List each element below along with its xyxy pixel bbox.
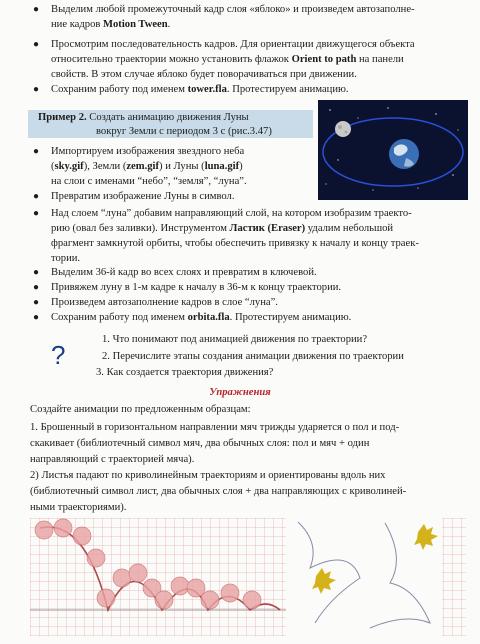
bullet-icon: ● <box>33 4 40 15</box>
step-line: Сохраним работу под именем tower.fla. Протестируем анимацию. <box>51 84 349 95</box>
step-line: тории. <box>51 253 81 264</box>
exercise-line: направляющий с траекторией мяча). <box>30 454 195 465</box>
moon-icon <box>335 121 351 137</box>
question-mark-icon: ? <box>51 340 66 370</box>
step-line: ние кадров Motion Tween. <box>51 19 171 30</box>
step-line: Произведем автозаполнение кадров в слое “луна”. <box>51 297 278 308</box>
step-line: Выделим любой промежуточный кадр слоя «яблоко» и произведем автозаполне- <box>51 4 415 15</box>
exercise-line: скакивает (библиотечный символ мяч, два обычных слоя: пол и мяч + один <box>30 438 370 449</box>
step-line: рию (овал без заливки). Инструментом Ластик (Eraser) удалим небольшой <box>51 223 394 234</box>
step-line: Привяжем луну в 1-м кадре к началу в 36-м к концу траектории. <box>51 282 342 293</box>
example-title: вокруг Земли с периодом 3 с (рис.3.47) <box>96 126 272 137</box>
step-line: относительно траектории можно установить флажок Orient to path на панели <box>51 54 404 65</box>
question-item: 2. Перечислите этапы создания анимации движения по траектории <box>102 351 404 362</box>
exercises-heading: Упражнения <box>209 387 271 398</box>
example-title: Пример 2. Создать анимацию движения Луны <box>38 112 249 123</box>
bullet-icon: ● <box>33 191 40 202</box>
grid-background <box>30 518 286 636</box>
earth-icon <box>389 139 419 169</box>
bullet-icon: ● <box>33 297 40 308</box>
step-line: фрагмент замкнутой орбиты, чтобы обеспечить привязку к началу и концу траек- <box>51 238 419 249</box>
grid-strip <box>442 518 466 636</box>
exercise-line: (библиотечный символ лист, два обычных слоя + два направляющих с криволиней- <box>30 486 407 497</box>
bullet-icon: ● <box>33 39 40 50</box>
falling-leaves-illustration <box>290 518 466 636</box>
step-line: Просмотрим последовательность кадров. Для ориентации движущегося объекта <box>51 39 415 50</box>
bullet-icon: ● <box>33 282 40 293</box>
bullet-icon: ● <box>33 267 40 278</box>
exercise-line: 1. Брошенный в горизонтальном направлении мяч трижды ударяется о пол и под- <box>30 422 400 433</box>
bullet-icon: ● <box>33 208 40 219</box>
question-item: 3. Как создается траектория движения? <box>96 367 274 378</box>
step-line: Импортируем изображения звездного неба <box>51 146 245 157</box>
step-line: Над слоем “луна” добавим направляющий слой, на котором изобразим траекто- <box>51 208 412 219</box>
bullet-icon: ● <box>33 84 40 95</box>
step-line: Сохраним работу под именем orbita.fla. Протестируем анимацию. <box>51 312 352 323</box>
step-line: Превратим изображение Луны в символ. <box>51 191 235 202</box>
exercises-intro: Создайте анимации по предложенным образцам: <box>30 404 251 415</box>
exercise-line: ными траекториями). <box>30 502 127 513</box>
orbit-illustration <box>318 100 468 200</box>
step-line: (sky.gif), Земли (zem.gif) и Луны (luna.gif) <box>51 161 243 172</box>
step-line: Выделим 36-й кадр во всех слоях и превратим в ключевой. <box>51 267 317 278</box>
bouncing-ball-illustration <box>30 518 286 636</box>
exercise-line: 2) Листья падают по криволинейным траекториям и ориентированы вдоль них <box>30 470 386 481</box>
step-line: на слои с именами “небо”, “земля”, “луна”. <box>51 176 247 187</box>
question-item: 1. Что понимают под анимацией движения по траектории? <box>102 334 368 345</box>
step-line: свойств. В этом случае яблоко будет поворачиваться при движении. <box>51 69 357 80</box>
bullet-icon: ● <box>33 146 40 157</box>
bullet-icon: ● <box>33 312 40 323</box>
